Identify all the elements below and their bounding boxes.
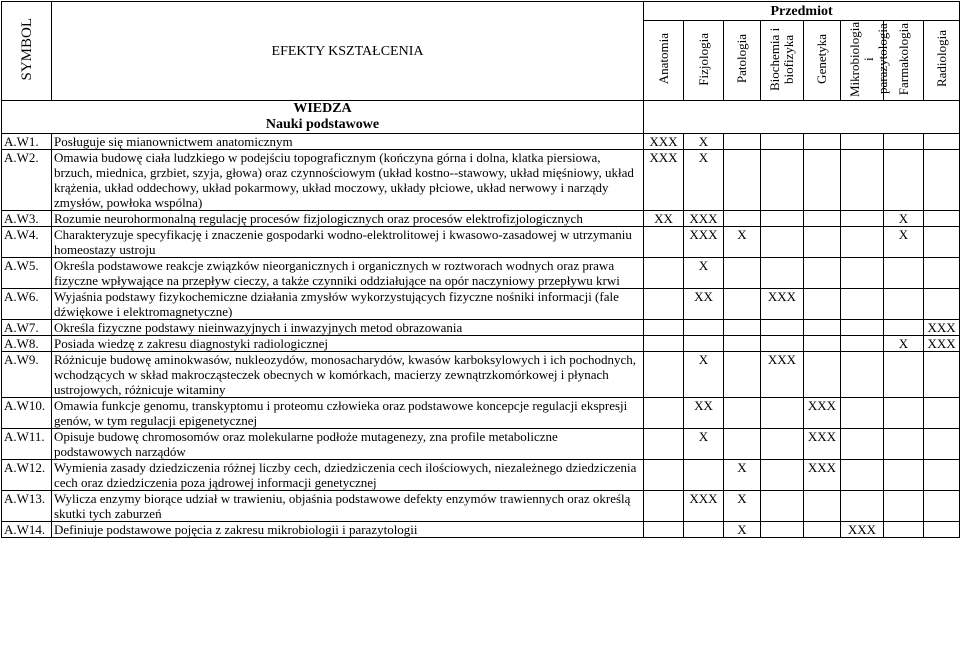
- subject-mark: [761, 134, 804, 150]
- outcome-description: Wymienia zasady dziedziczenia różnej liczby cech, dziedziczenia cech ilościowych, niezależnego dziedziczenia cech oraz dziedziczenia poza jądrowej informacji genetycznej: [52, 460, 644, 491]
- subject-mark: [804, 491, 841, 522]
- subject-mark: [761, 460, 804, 491]
- subject-mark: X: [684, 429, 724, 460]
- subject-mark: X: [684, 150, 724, 211]
- subject-mark: [924, 289, 960, 320]
- subject-mark: XXX: [841, 522, 884, 538]
- outcome-description: Omawia funkcje genomu, transkyptomu i proteomu człowieka oraz podstawowe koncepcje regulacji ekspresji genów, w tym regulacji epigenetycznej: [52, 398, 644, 429]
- subject-mark: XXX: [804, 398, 841, 429]
- subject-mark: [724, 211, 761, 227]
- subject-mark: [761, 211, 804, 227]
- subject-group-header: Przedmiot: [644, 2, 960, 21]
- subject-mark: [684, 336, 724, 352]
- subject-mark: XXX: [644, 134, 684, 150]
- outcome-description: Wyjaśnia podstawy fizykochemiczne działania zmysłów wykorzystujących fizyczne nośniki informacji (fale dźwiękowe i elektromagnetyczne): [52, 289, 644, 320]
- subject-mark: [924, 522, 960, 538]
- outcome-description: Charakteryzuje specyfikację i znaczenie gospodarki wodno-elektrolitowej i kwasowo-zasadowej w utrzymaniu homeostazy ustroju: [52, 227, 644, 258]
- subject-mark: [884, 352, 924, 398]
- subject-mark: XXX: [684, 227, 724, 258]
- subject-mark: [761, 398, 804, 429]
- subject-mark: [644, 429, 684, 460]
- table-row: [2, 429, 960, 460]
- symbol-header: SYMBOL: [2, 2, 52, 101]
- subject-mark: [644, 491, 684, 522]
- header-row: [2, 2, 960, 21]
- subsection-row: [2, 117, 960, 134]
- subject-mark: [841, 460, 884, 491]
- subject-mark: [841, 258, 884, 289]
- subject-header: Genetyka: [804, 21, 841, 101]
- subject-mark: [644, 522, 684, 538]
- outcome-code: A.W5.: [2, 258, 52, 289]
- outcome-description: Określa fizyczne podstawy nieinwazyjnych i inwazyjnych metod obrazowania: [52, 320, 644, 336]
- outcome-code: A.W7.: [2, 320, 52, 336]
- subject-mark: [644, 398, 684, 429]
- table-row: [2, 336, 960, 352]
- subject-mark: XXX: [684, 491, 724, 522]
- subject-mark: [761, 522, 804, 538]
- subject-mark: [924, 429, 960, 460]
- subject-mark: [841, 211, 884, 227]
- subject-mark: [884, 522, 924, 538]
- subject-mark: [644, 289, 684, 320]
- table-row: [2, 522, 960, 538]
- subject-mark: [724, 398, 761, 429]
- subject-header: Fizjologia: [684, 21, 724, 101]
- subject-mark: [924, 258, 960, 289]
- table-row: [2, 150, 960, 211]
- section-title: WIEDZA: [2, 101, 644, 118]
- subject-mark: X: [884, 227, 924, 258]
- section-row: [2, 101, 960, 118]
- subject-mark: XXX: [924, 336, 960, 352]
- subject-mark: [644, 460, 684, 491]
- subject-mark: [924, 150, 960, 211]
- title-header: EFEKTY KSZTAŁCENIA: [52, 2, 644, 101]
- subject-mark: [724, 150, 761, 211]
- subject-mark: [841, 398, 884, 429]
- subject-mark: [804, 522, 841, 538]
- subject-mark: [644, 320, 684, 336]
- subject-mark: [884, 134, 924, 150]
- table-row: [2, 460, 960, 491]
- subject-mark: [884, 258, 924, 289]
- outcome-description: Omawia budowę ciała ludzkiego w podejściu topograficznym (kończyna górna i dolna, klatka piersiowa, brzuch, miednica, grzbiet, szyja, głowa) oraz czynnościowym (układ kostno--stawowy, układ mięśniowy, układ krążenia, układ oddechowy, układ pokarmowy, układ moczowy, układy płciowe, układ nerwowy i narządy zmysłów, powłoka wspólna): [52, 150, 644, 211]
- table-row: [2, 134, 960, 150]
- subject-mark: [761, 150, 804, 211]
- subject-mark: [841, 134, 884, 150]
- outcome-description: Rozumie neurohormonalną regulację procesów fizjologicznych oraz procesów elektrofizjologicznych: [52, 211, 644, 227]
- subject-mark: [924, 227, 960, 258]
- table-row: [2, 211, 960, 227]
- subject-header: Mikrobiologia i parazytologia: [841, 21, 884, 101]
- subject-mark: [841, 289, 884, 320]
- outcome-code: A.W8.: [2, 336, 52, 352]
- subject-mark: X: [724, 227, 761, 258]
- subject-mark: [724, 320, 761, 336]
- subject-mark: [761, 227, 804, 258]
- subject-mark: XXX: [924, 320, 960, 336]
- subject-mark: [884, 398, 924, 429]
- subject-mark: [804, 336, 841, 352]
- subject-header: Anatomia: [644, 21, 684, 101]
- subject-mark: [884, 460, 924, 491]
- subject-mark: [724, 289, 761, 320]
- subject-mark: XXX: [761, 352, 804, 398]
- subject-mark: [684, 320, 724, 336]
- subject-mark: [761, 336, 804, 352]
- subject-mark: [804, 320, 841, 336]
- subsection-title: Nauki podstawowe: [2, 117, 644, 134]
- outcome-code: A.W12.: [2, 460, 52, 491]
- subject-header: Radiologia: [924, 21, 960, 101]
- subject-mark: X: [724, 460, 761, 491]
- subject-mark: X: [684, 134, 724, 150]
- subject-mark: [841, 491, 884, 522]
- subject-mark: X: [724, 522, 761, 538]
- subject-mark: [724, 134, 761, 150]
- outcome-code: A.W6.: [2, 289, 52, 320]
- subject-mark: XXX: [644, 150, 684, 211]
- outcome-description: Posługuje się mianownictwem anatomicznym: [52, 134, 644, 150]
- subject-mark: [761, 258, 804, 289]
- outcome-description: Wylicza enzymy biorące udział w trawieniu, objaśnia podstawowe defekty enzymów trawiennych oraz określą skutki tych zaburzeń: [52, 491, 644, 522]
- subject-mark: [684, 460, 724, 491]
- outcome-description: Definiuje podstawowe pojęcia z zakresu mikrobiologii i parazytologii: [52, 522, 644, 538]
- subject-mark: [761, 491, 804, 522]
- outcome-code: A.W3.: [2, 211, 52, 227]
- subject-mark: [841, 352, 884, 398]
- subject-mark: X: [684, 352, 724, 398]
- subject-header: Biochemia i biofizyka: [761, 21, 804, 101]
- subject-mark: [924, 211, 960, 227]
- subject-mark: [884, 150, 924, 211]
- subject-mark: XX: [684, 398, 724, 429]
- subject-mark: [644, 336, 684, 352]
- learning-outcomes-table: [1, 1, 960, 538]
- outcome-code: A.W14.: [2, 522, 52, 538]
- subject-mark: [924, 398, 960, 429]
- table-row: [2, 320, 960, 336]
- subject-mark: X: [684, 258, 724, 289]
- subject-mark: X: [884, 211, 924, 227]
- subject-mark: [924, 352, 960, 398]
- subject-mark: [684, 522, 724, 538]
- outcome-code: A.W13.: [2, 491, 52, 522]
- subject-mark: [841, 227, 884, 258]
- subject-mark: XXX: [804, 460, 841, 491]
- outcome-code: A.W1.: [2, 134, 52, 150]
- subject-mark: [804, 289, 841, 320]
- subject-mark: XX: [684, 289, 724, 320]
- table-row: [2, 491, 960, 522]
- subject-mark: [924, 134, 960, 150]
- subject-mark: [884, 289, 924, 320]
- subject-mark: XXX: [804, 429, 841, 460]
- subject-mark: [804, 134, 841, 150]
- subject-mark: [841, 336, 884, 352]
- outcome-code: A.W11.: [2, 429, 52, 460]
- subject-mark: XX: [644, 211, 684, 227]
- subject-mark: X: [724, 491, 761, 522]
- subject-mark: [804, 150, 841, 211]
- subject-mark: [884, 429, 924, 460]
- subject-mark: [644, 227, 684, 258]
- table-row: [2, 289, 960, 320]
- subject-mark: [804, 227, 841, 258]
- subject-mark: [884, 320, 924, 336]
- subject-mark: [724, 336, 761, 352]
- subject-mark: XXX: [684, 211, 724, 227]
- outcome-code: A.W9.: [2, 352, 52, 398]
- subject-mark: X: [884, 336, 924, 352]
- table-row: [2, 258, 960, 289]
- subject-header: Farmakologia: [884, 21, 924, 101]
- subject-mark: [924, 491, 960, 522]
- subject-mark: [884, 491, 924, 522]
- table-row: [2, 398, 960, 429]
- subject-mark: [724, 258, 761, 289]
- outcome-description: Posiada wiedzę z zakresu diagnostyki radiologicznej: [52, 336, 644, 352]
- subject-mark: [644, 352, 684, 398]
- subject-mark: [644, 258, 684, 289]
- subject-header: Patologia: [724, 21, 761, 101]
- subject-mark: [761, 320, 804, 336]
- subject-mark: [761, 429, 804, 460]
- outcome-code: A.W10.: [2, 398, 52, 429]
- subject-mark: [804, 211, 841, 227]
- subject-mark: [841, 320, 884, 336]
- outcome-code: A.W4.: [2, 227, 52, 258]
- subject-mark: [804, 258, 841, 289]
- subject-mark: [724, 352, 761, 398]
- outcome-description: Opisuje budowę chromosomów oraz molekularne podłoże mutagenezy, zna profile metaboliczne podstawowych narządów: [52, 429, 644, 460]
- subject-mark: XXX: [761, 289, 804, 320]
- table-row: [2, 352, 960, 398]
- subject-mark: [841, 429, 884, 460]
- subject-mark: [924, 460, 960, 491]
- subject-mark: [841, 150, 884, 211]
- outcome-code: A.W2.: [2, 150, 52, 211]
- subject-mark: [804, 352, 841, 398]
- subject-mark: [724, 429, 761, 460]
- outcome-description: Określa podstawowe reakcje związków nieorganicznych i organicznych w roztworach wodnych oraz prawa fizyczne wpływające na przepływ cieczy, a także czynniki oddziałujące na opór naczyniowy przepływu krwi: [52, 258, 644, 289]
- outcome-description: Różnicuje budowę aminokwasów, nukleozydów, monosacharydów, kwasów karboksylowych i ich pochodnych, wchodzących w skład makrocząsteczek obecnych w komórkach, macierzy zewnątrzkomórkowej i płynach ustrojowych, różnicuje witaminy: [52, 352, 644, 398]
- table-row: [2, 227, 960, 258]
